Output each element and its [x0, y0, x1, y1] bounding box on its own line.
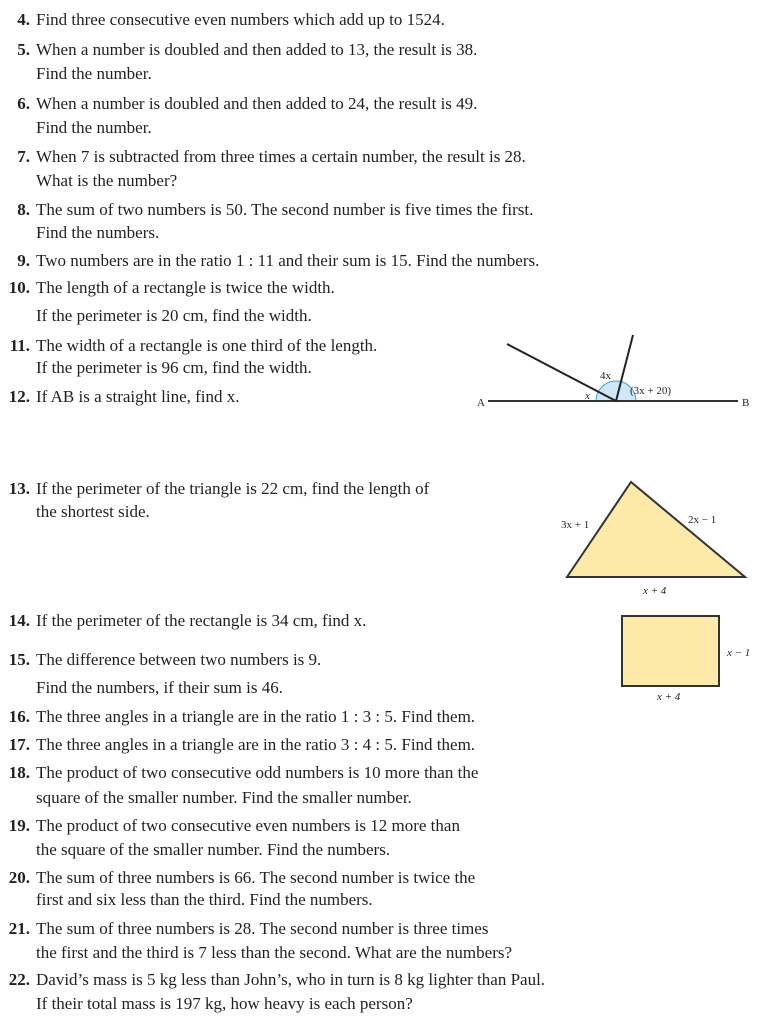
question-number: 8. — [17, 200, 30, 219]
question-number: 10. — [8, 278, 30, 297]
question-text: Find the number. — [36, 64, 152, 83]
question-text: Two numbers are in the ratio 1 : 11 and their sum is 15. Find the numbers. — [36, 251, 540, 270]
straight-line-diagram — [477, 335, 749, 409]
question-text: The length of a rectangle is twice the width. — [36, 278, 335, 297]
question-text: If the perimeter of the triangle is 22 cm, find the length of — [36, 479, 430, 498]
question-text: square of the smaller number. Find the smaller number. — [36, 788, 412, 807]
question-text: The product of two consecutive even numbers is 12 more than — [36, 816, 460, 835]
label-x: x — [585, 390, 590, 402]
question-number: 4. — [17, 10, 30, 29]
question-text: Find the number. — [36, 118, 152, 137]
question-text: When a number is doubled and then added to 24, the result is 49. — [36, 94, 478, 113]
question-text: If the perimeter is 96 cm, find the width. — [36, 358, 312, 377]
question-text: the first and the third is 7 less than the second. What are the numbers? — [36, 943, 513, 962]
question-text: David’s mass is 5 kg less than John’s, who in turn is 8 kg lighter than Paul. — [36, 970, 546, 989]
question-text: What is the number? — [36, 171, 178, 190]
label-a: A — [477, 397, 485, 409]
question-number: 22. — [8, 970, 30, 989]
question-text: The three angles in a triangle are in the ratio 1 : 3 : 5. Find them. — [36, 707, 476, 726]
question-number: 15. — [8, 650, 30, 669]
question-number: 16. — [8, 707, 30, 726]
question-text: If AB is a straight line, find x. — [36, 387, 240, 406]
question-text: the shortest side. — [36, 502, 150, 521]
question-number: 13. — [8, 479, 30, 498]
question-text: The difference between two numbers is 9. — [36, 650, 322, 669]
triangle-left-label: 3x + 1 — [561, 519, 590, 531]
question-number: 11. — [9, 336, 30, 355]
label-4x: 4x — [600, 370, 611, 382]
question-text: The three angles in a triangle are in the ratio 3 : 4 : 5. Find them. — [36, 735, 476, 754]
question-number: 17. — [8, 735, 30, 754]
question-number: 5. — [17, 40, 30, 59]
rectangle-diagram — [622, 616, 750, 703]
triangle-right-label: 2x − 1 — [688, 514, 717, 526]
question-text: Find the numbers. — [36, 223, 160, 242]
question-number: 14. — [8, 611, 30, 630]
question-text: The sum of three numbers is 28. The second number is three times — [36, 919, 489, 938]
question-text: If their total mass is 197 kg, how heavy is each person? — [36, 994, 413, 1013]
question-number: 6. — [17, 94, 30, 113]
question-text: Find the numbers, if their sum is 46. — [36, 678, 283, 697]
question-text: first and six less than the third. Find the numbers. — [36, 890, 373, 909]
label-3x-plus-20: (3x + 20) — [630, 385, 672, 397]
question-text: the square of the smaller number. Find the numbers. — [36, 840, 391, 859]
question-text: When 7 is subtracted from three times a certain number, the result is 28. — [36, 147, 526, 166]
question-number: 9. — [17, 251, 30, 270]
question-text: The sum of three numbers is 66. The second number is twice the — [36, 868, 476, 887]
triangle-diagram — [561, 482, 745, 597]
question-text: If the perimeter of the rectangle is 34 cm, find x. — [36, 611, 367, 630]
question-text: Find three consecutive even numbers which add up to 1524. — [36, 10, 445, 29]
question-number: 7. — [17, 147, 30, 166]
question-number: 19. — [8, 816, 30, 835]
question-number: 12. — [8, 387, 30, 406]
question-text: The product of two consecutive odd numbers is 10 more than the — [36, 763, 479, 782]
question-number: 21. — [8, 919, 30, 938]
label-b: B — [742, 397, 750, 409]
question-number: 18. — [8, 763, 30, 782]
rectangle-side-label: x − 1 — [727, 647, 751, 659]
rectangle-bottom-label: x + 4 — [657, 691, 681, 703]
question-number: 20. — [8, 868, 30, 887]
question-text: The width of a rectangle is one third of the length. — [36, 336, 378, 355]
question-text: If the perimeter is 20 cm, find the width. — [36, 306, 312, 325]
question-text: When a number is doubled and then added to 13, the result is 38. — [36, 40, 478, 59]
triangle-bottom-label: x + 4 — [643, 585, 667, 597]
question-text: The sum of two numbers is 50. The second number is five times the first. — [36, 200, 534, 219]
